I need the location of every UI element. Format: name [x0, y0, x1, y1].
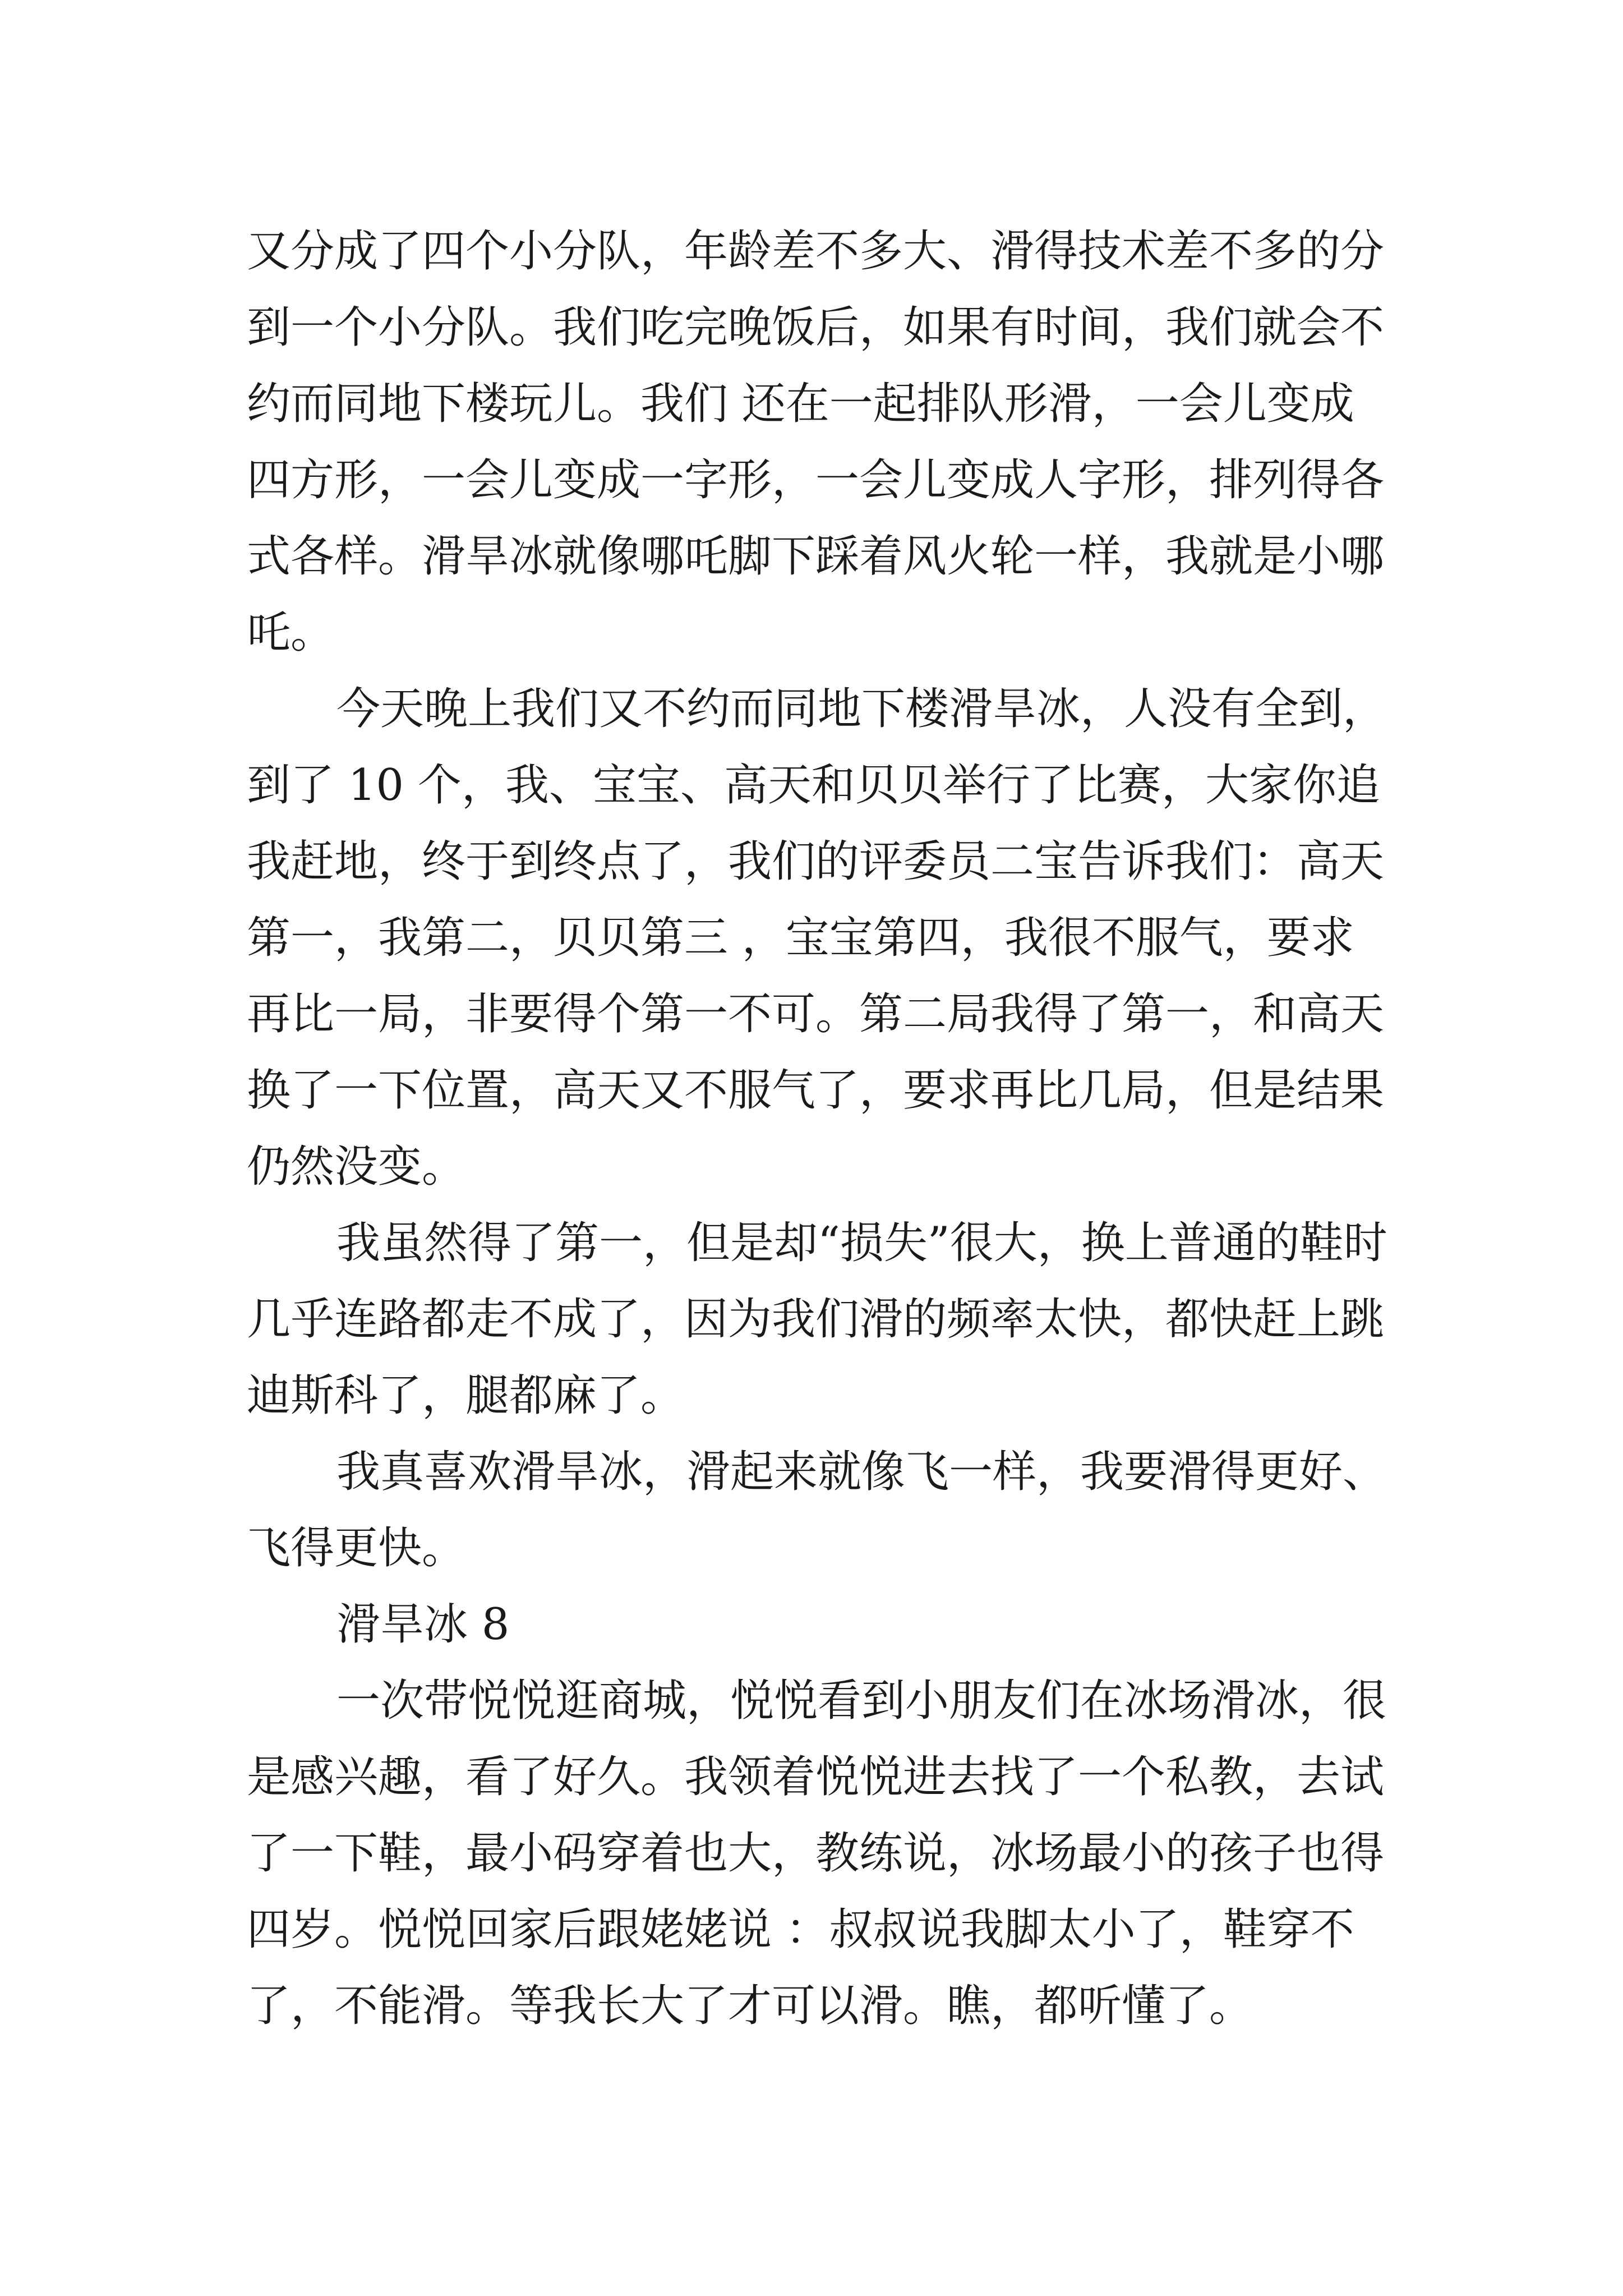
section-paragraph-1: 一次带悦悦逛商城，悦悦看到小朋友们在冰场滑冰，很是感兴趣，看了好久。我领着悦悦进去找了一个私教，去试了一下鞋，最小码穿着也大，教练说，冰场最小的孩子也得四岁。悦悦回家后跟姥姥说 ：叔叔说我脚太小了，鞋穿不了，不能滑。等我长大了才可以滑。瞧，都听懂了。	[247, 1676, 1387, 2031]
paragraph-3: 我虽然得了第一，但是却“损失”很大，换上普通的鞋时几乎连路都走不成了，因为我们滑的频率太快，都快赶上跳迪斯科了，腿都麻了。	[247, 1218, 1387, 1421]
paragraph-4: 我真喜欢滑旱冰，滑起来就像飞一样，我要滑得更好、飞得更快。	[247, 1447, 1387, 1573]
paragraph-2: 今天晚上我们又不约而同地下楼滑旱冰，人没有全到，到了 10 个，我、宝宝、高天和贝贝举行了比赛，大家你追我赶地，终于到终点了，我们的评委员二宝告诉我们：高天第一，我第二，贝贝第三 ，宝宝第四，我很不服气，要求再比一局，非要得个第一不可。第二局我得了第一，和高天换了一下位置，高天又不服气了，要求再比几局，但是结果仍然没变。	[247, 684, 1387, 1192]
document-body	[247, 213, 1391, 2044]
section-title: 滑旱冰 8	[336, 1599, 510, 1650]
paragraph-1: 又分成了四个小分队，年龄差不多大、滑得技术差不多的分到一个小分队。我们吃完晚饭后，如果有时间，我们就会不约而同地下楼玩儿。我们 还在一起排队形滑，一会儿变成四方形，一会儿变成一字形，一会儿变成人字形，排列得各式各样。滑旱冰就像哪吒脚下踩着风火轮一样，我就是小哪吒。	[247, 226, 1385, 658]
